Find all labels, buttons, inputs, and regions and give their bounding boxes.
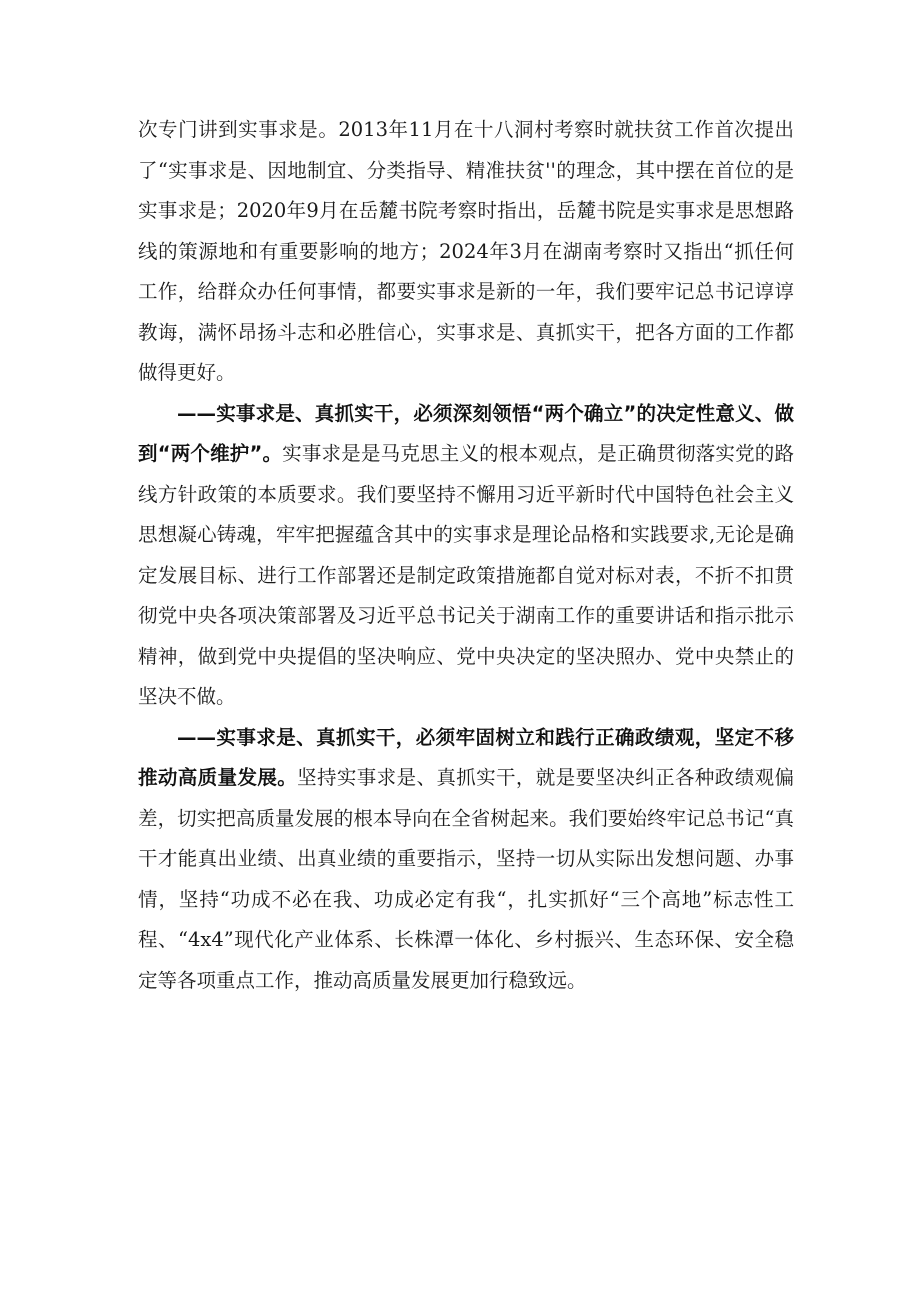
paragraph-text: 实事求是是马克思主义的根本观点，是正确贯彻落实党的路线方针政策的本质要求。我们要坚持不懈用习近平新时代中国特色社会主义思想凝心铸魂，牢牢把握蕴含其中的实事求是理论品格和实践要求,无论是确定发展目标、进行工作部署还是制定政策措施都自觉对标对表，不折不扣贯彻党中央各项决策部署及习近平总书记关于湖南工作的重要讲话和指示批示精神，做到党中央提倡的坚决响应、党中央决定的坚决照办、党中央禁止的坚决不做。 — [138, 442, 794, 708]
paragraph-performance-view — [138, 718, 794, 1002]
paragraph-text: 坚持实事求是、真抓实干，就是要坚决纠正各种政绩观偏差，切实把高质量发展的根本导向在全省树起来。我们要始终牢记总书记“真干才能真出业绩、出真业绩的重要指示，坚持一切从实际出发想问题、办事情，坚持“功成不必在我、功成必定有我“，扎实抓好“三个高地”标志性工程、“4x4”现代化产业体系、长株潭一体化、乡村振兴、生态环保、安全稳定等各项重点工作，推动高质量发展更加行稳致远。 — [138, 766, 794, 992]
paragraph-two-establishments — [138, 394, 794, 718]
document-body — [138, 110, 794, 1001]
paragraph-heading: ——实事求是、真抓实干，必须牢固树立和践行正确政绩观，坚定不移推动高质量发展。 — [138, 725, 794, 789]
paragraph-continuation — [138, 110, 794, 394]
paragraph-heading: ——实事求是、真抓实干，必须深刻领悟“两个确立”的决定性意义、做到“两个维护”。 — [138, 401, 794, 465]
paragraph-text: 次专门讲到实事求是。2013年11月在十八洞村考察时就扶贫工作首次提出了“实事求是、因地制宜、分类指导、精准扶贫''的理念，其中摆在首位的是实事求是；2020年9月在岳麓书院考察时指出，岳麓书院是实事求是思想路线的策源地和有重要影响的地方；2024年3月在湖南考察时又指出“抓任何工作，给群众办任何事情，都要实事求是新的一年，我们要牢记总书记谆谆教诲，满怀昂扬斗志和必胜信心，实事求是、真抓实干，把各方面的工作都做得更好。 — [138, 118, 794, 384]
